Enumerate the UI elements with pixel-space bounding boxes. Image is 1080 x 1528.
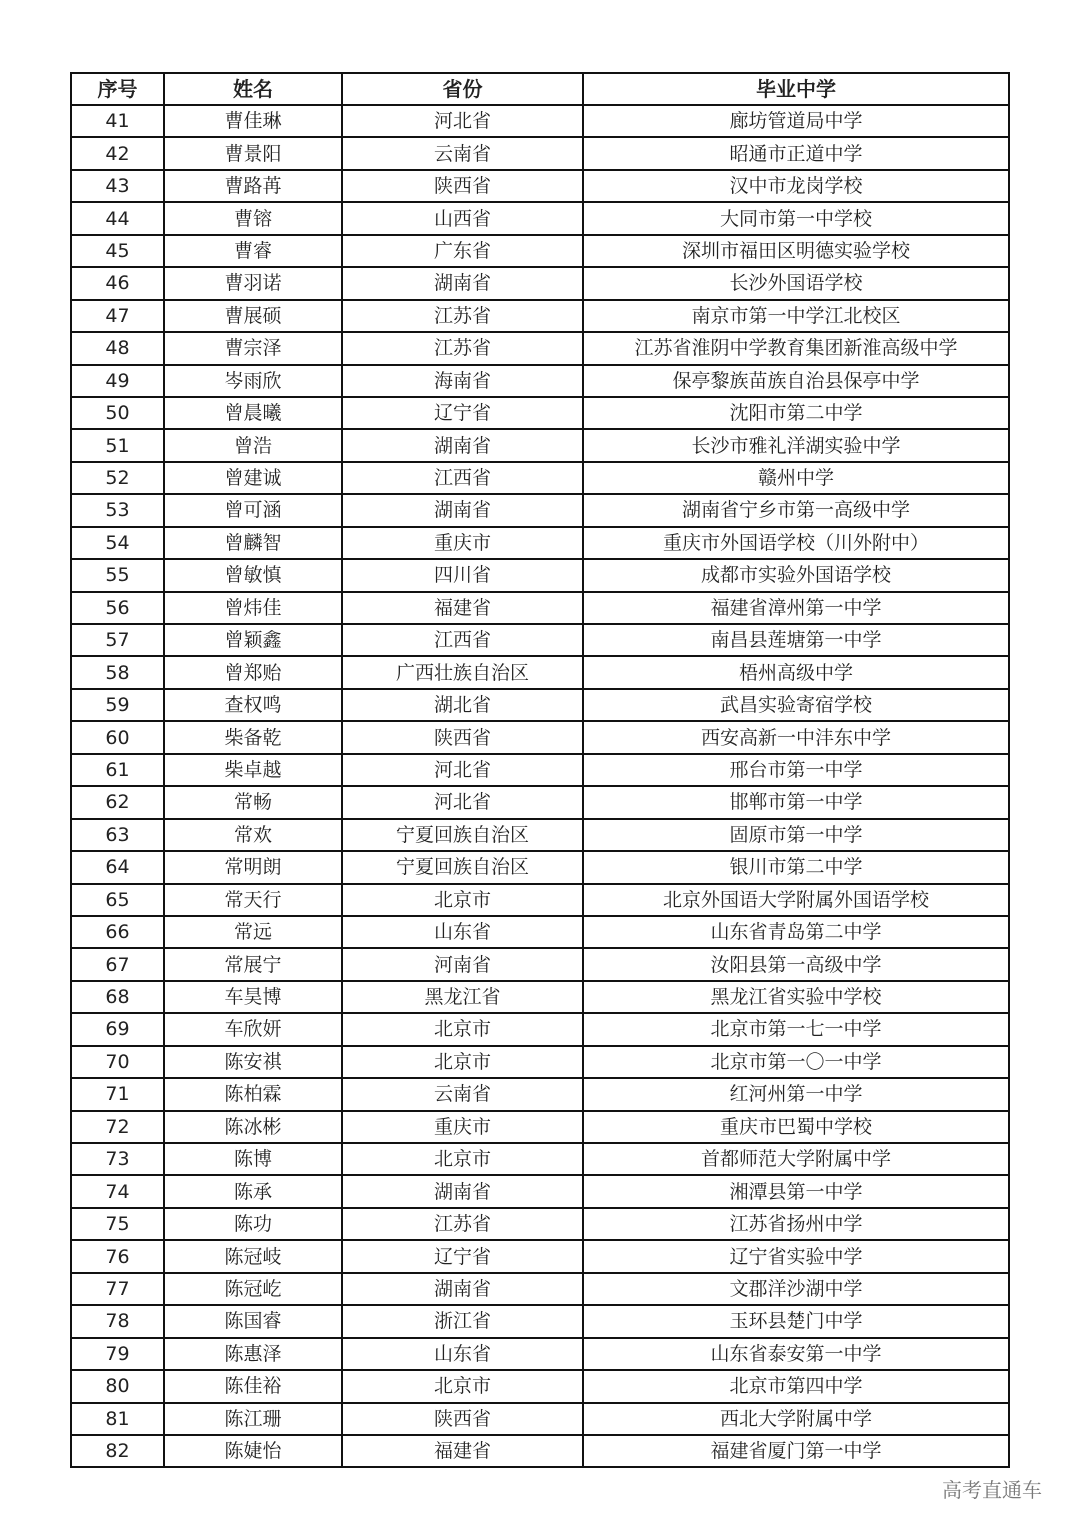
cell-name: 柴备乾 xyxy=(164,721,342,753)
cell-number: 46 xyxy=(71,267,164,299)
table-row xyxy=(71,429,1009,461)
table-row xyxy=(71,494,1009,526)
cell-number: 69 xyxy=(71,1013,164,1045)
table-row xyxy=(71,656,1009,688)
cell-name: 曾炜佳 xyxy=(164,592,342,624)
cell-school: 成都市实验外国语学校 xyxy=(583,559,1009,591)
cell-name: 陈佳裕 xyxy=(164,1370,342,1402)
cell-school: 大同市第一中学校 xyxy=(583,202,1009,234)
table-row xyxy=(71,137,1009,169)
table-row xyxy=(71,981,1009,1013)
header-province: 省份 xyxy=(342,73,583,105)
cell-school: 梧州高级中学 xyxy=(583,656,1009,688)
cell-province: 陕西省 xyxy=(342,721,583,753)
table-row xyxy=(71,1435,1009,1467)
table-row xyxy=(71,267,1009,299)
cell-province: 湖南省 xyxy=(342,1175,583,1207)
cell-school: 长沙外国语学校 xyxy=(583,267,1009,299)
cell-number: 76 xyxy=(71,1240,164,1272)
table-row xyxy=(71,916,1009,948)
cell-province: 海南省 xyxy=(342,365,583,397)
table-row xyxy=(71,592,1009,624)
cell-province: 云南省 xyxy=(342,1078,583,1110)
cell-school: 北京市第一〇一中学 xyxy=(583,1046,1009,1078)
table-row xyxy=(71,1305,1009,1337)
cell-school: 深圳市福田区明德实验学校 xyxy=(583,235,1009,267)
cell-name: 常远 xyxy=(164,916,342,948)
cell-province: 北京市 xyxy=(342,1143,583,1175)
cell-number: 79 xyxy=(71,1338,164,1370)
cell-school: 山东省青岛第二中学 xyxy=(583,916,1009,948)
cell-name: 曾建诚 xyxy=(164,462,342,494)
cell-number: 59 xyxy=(71,689,164,721)
cell-school: 福建省厦门第一中学 xyxy=(583,1435,1009,1467)
cell-number: 47 xyxy=(71,300,164,332)
table-row xyxy=(71,1240,1009,1272)
cell-name: 陈惠泽 xyxy=(164,1338,342,1370)
cell-school: 邯郸市第一中学 xyxy=(583,786,1009,818)
cell-school: 北京市第一七一中学 xyxy=(583,1013,1009,1045)
cell-number: 49 xyxy=(71,365,164,397)
cell-school: 文郡洋沙湖中学 xyxy=(583,1273,1009,1305)
cell-number: 48 xyxy=(71,332,164,364)
cell-school: 玉环县楚门中学 xyxy=(583,1305,1009,1337)
table-row xyxy=(71,754,1009,786)
cell-number: 57 xyxy=(71,624,164,656)
cell-number: 43 xyxy=(71,170,164,202)
cell-school: 南京市第一中学江北校区 xyxy=(583,300,1009,332)
table-row xyxy=(71,948,1009,980)
cell-school: 北京市第四中学 xyxy=(583,1370,1009,1402)
cell-number: 50 xyxy=(71,397,164,429)
table-row xyxy=(71,624,1009,656)
cell-province: 重庆市 xyxy=(342,527,583,559)
cell-province: 广西壮族自治区 xyxy=(342,656,583,688)
cell-number: 70 xyxy=(71,1046,164,1078)
table-body xyxy=(71,105,1009,1467)
cell-number: 42 xyxy=(71,137,164,169)
table-row xyxy=(71,300,1009,332)
cell-name: 陈江珊 xyxy=(164,1403,342,1435)
cell-name: 常欢 xyxy=(164,819,342,851)
graduates-table xyxy=(70,72,1010,1468)
cell-name: 查权鸣 xyxy=(164,689,342,721)
cell-province: 江西省 xyxy=(342,624,583,656)
cell-name: 曹路苒 xyxy=(164,170,342,202)
cell-province: 湖北省 xyxy=(342,689,583,721)
table-row xyxy=(71,527,1009,559)
cell-school: 银川市第二中学 xyxy=(583,851,1009,883)
cell-number: 71 xyxy=(71,1078,164,1110)
table-row xyxy=(71,786,1009,818)
cell-province: 北京市 xyxy=(342,1013,583,1045)
cell-name: 车欣妍 xyxy=(164,1013,342,1045)
table-row xyxy=(71,365,1009,397)
cell-province: 江苏省 xyxy=(342,300,583,332)
cell-province: 江西省 xyxy=(342,462,583,494)
table-row xyxy=(71,105,1009,137)
cell-province: 北京市 xyxy=(342,1370,583,1402)
cell-province: 广东省 xyxy=(342,235,583,267)
cell-name: 陈冠屹 xyxy=(164,1273,342,1305)
cell-school: 重庆市外国语学校（川外附中） xyxy=(583,527,1009,559)
cell-number: 80 xyxy=(71,1370,164,1402)
cell-number: 56 xyxy=(71,592,164,624)
cell-province: 陕西省 xyxy=(342,170,583,202)
cell-number: 72 xyxy=(71,1111,164,1143)
cell-name: 曾郑贻 xyxy=(164,656,342,688)
table-row xyxy=(71,170,1009,202)
cell-province: 山东省 xyxy=(342,916,583,948)
cell-name: 岑雨欣 xyxy=(164,365,342,397)
cell-province: 湖南省 xyxy=(342,1273,583,1305)
cell-number: 60 xyxy=(71,721,164,753)
cell-name: 曹景阳 xyxy=(164,137,342,169)
cell-number: 65 xyxy=(71,884,164,916)
cell-name: 陈功 xyxy=(164,1208,342,1240)
cell-school: 首都师范大学附属中学 xyxy=(583,1143,1009,1175)
cell-number: 55 xyxy=(71,559,164,591)
header-school: 毕业中学 xyxy=(583,73,1009,105)
table-row xyxy=(71,1370,1009,1402)
table-row xyxy=(71,559,1009,591)
cell-school: 辽宁省实验中学 xyxy=(583,1240,1009,1272)
cell-number: 61 xyxy=(71,754,164,786)
table-row xyxy=(71,1143,1009,1175)
cell-province: 辽宁省 xyxy=(342,1240,583,1272)
table-row xyxy=(71,1403,1009,1435)
cell-name: 曾颖鑫 xyxy=(164,624,342,656)
table-row xyxy=(71,1111,1009,1143)
cell-school: 昭通市正道中学 xyxy=(583,137,1009,169)
table-row xyxy=(71,884,1009,916)
cell-province: 河北省 xyxy=(342,105,583,137)
cell-school: 江苏省扬州中学 xyxy=(583,1208,1009,1240)
cell-number: 51 xyxy=(71,429,164,461)
header-name: 姓名 xyxy=(164,73,342,105)
cell-name: 曾麟智 xyxy=(164,527,342,559)
table-row xyxy=(71,1078,1009,1110)
table-row xyxy=(71,721,1009,753)
table-row xyxy=(71,332,1009,364)
table-header-row xyxy=(71,73,1009,105)
cell-province: 湖南省 xyxy=(342,494,583,526)
cell-number: 67 xyxy=(71,948,164,980)
table-row xyxy=(71,1273,1009,1305)
cell-province: 浙江省 xyxy=(342,1305,583,1337)
cell-school: 武昌实验寄宿学校 xyxy=(583,689,1009,721)
watermark: 高考直通车 xyxy=(942,1478,1042,1502)
cell-province: 湖南省 xyxy=(342,429,583,461)
cell-school: 固原市第一中学 xyxy=(583,819,1009,851)
cell-school: 西北大学附属中学 xyxy=(583,1403,1009,1435)
cell-school: 汝阳县第一高级中学 xyxy=(583,948,1009,980)
cell-number: 54 xyxy=(71,527,164,559)
cell-province: 河北省 xyxy=(342,754,583,786)
table-row xyxy=(71,1208,1009,1240)
cell-school: 西安高新一中沣东中学 xyxy=(583,721,1009,753)
cell-province: 福建省 xyxy=(342,592,583,624)
table-row xyxy=(71,851,1009,883)
cell-school: 湘潭县第一中学 xyxy=(583,1175,1009,1207)
cell-province: 四川省 xyxy=(342,559,583,591)
cell-school: 江苏省淮阴中学教育集团新淮高级中学 xyxy=(583,332,1009,364)
table-row xyxy=(71,1175,1009,1207)
cell-school: 赣州中学 xyxy=(583,462,1009,494)
table-row xyxy=(71,397,1009,429)
cell-province: 宁夏回族自治区 xyxy=(342,819,583,851)
cell-province: 湖南省 xyxy=(342,267,583,299)
cell-school: 保亭黎族苗族自治县保亭中学 xyxy=(583,365,1009,397)
cell-number: 53 xyxy=(71,494,164,526)
cell-school: 黑龙江省实验中学校 xyxy=(583,981,1009,1013)
header-number: 序号 xyxy=(71,73,164,105)
cell-school: 南昌县莲塘第一中学 xyxy=(583,624,1009,656)
cell-number: 66 xyxy=(71,916,164,948)
cell-number: 63 xyxy=(71,819,164,851)
cell-province: 山西省 xyxy=(342,202,583,234)
cell-name: 车昊博 xyxy=(164,981,342,1013)
cell-name: 陈柏霖 xyxy=(164,1078,342,1110)
cell-number: 73 xyxy=(71,1143,164,1175)
cell-name: 曹展硕 xyxy=(164,300,342,332)
cell-name: 曹宗泽 xyxy=(164,332,342,364)
cell-name: 常天行 xyxy=(164,884,342,916)
cell-province: 河南省 xyxy=(342,948,583,980)
cell-province: 福建省 xyxy=(342,1435,583,1467)
cell-number: 41 xyxy=(71,105,164,137)
cell-school: 北京外国语大学附属外国语学校 xyxy=(583,884,1009,916)
cell-school: 福建省漳州第一中学 xyxy=(583,592,1009,624)
cell-school: 长沙市雅礼洋湖实验中学 xyxy=(583,429,1009,461)
cell-province: 云南省 xyxy=(342,137,583,169)
cell-school: 汉中市龙岗学校 xyxy=(583,170,1009,202)
cell-name: 陈承 xyxy=(164,1175,342,1207)
cell-number: 68 xyxy=(71,981,164,1013)
table-row xyxy=(71,1013,1009,1045)
cell-name: 常畅 xyxy=(164,786,342,818)
cell-school: 湖南省宁乡市第一高级中学 xyxy=(583,494,1009,526)
cell-number: 62 xyxy=(71,786,164,818)
table-row xyxy=(71,689,1009,721)
cell-name: 陈国睿 xyxy=(164,1305,342,1337)
cell-name: 柴卓越 xyxy=(164,754,342,786)
cell-number: 45 xyxy=(71,235,164,267)
cell-number: 78 xyxy=(71,1305,164,1337)
table-row xyxy=(71,1046,1009,1078)
table-row xyxy=(71,819,1009,851)
cell-name: 陈安祺 xyxy=(164,1046,342,1078)
cell-name: 曹睿 xyxy=(164,235,342,267)
cell-school: 红河州第一中学 xyxy=(583,1078,1009,1110)
cell-name: 曾可涵 xyxy=(164,494,342,526)
cell-name: 陈博 xyxy=(164,1143,342,1175)
cell-province: 北京市 xyxy=(342,884,583,916)
cell-name: 曹羽诺 xyxy=(164,267,342,299)
cell-province: 宁夏回族自治区 xyxy=(342,851,583,883)
cell-name: 陈冠岐 xyxy=(164,1240,342,1272)
cell-name: 常明朗 xyxy=(164,851,342,883)
cell-province: 山东省 xyxy=(342,1338,583,1370)
cell-school: 邢台市第一中学 xyxy=(583,754,1009,786)
cell-province: 江苏省 xyxy=(342,332,583,364)
cell-name: 陈冰彬 xyxy=(164,1111,342,1143)
cell-name: 陈婕怡 xyxy=(164,1435,342,1467)
cell-school: 山东省泰安第一中学 xyxy=(583,1338,1009,1370)
cell-number: 77 xyxy=(71,1273,164,1305)
cell-number: 58 xyxy=(71,656,164,688)
cell-name: 曾敏慎 xyxy=(164,559,342,591)
cell-name: 常展宁 xyxy=(164,948,342,980)
cell-name: 曾晨曦 xyxy=(164,397,342,429)
table-row xyxy=(71,462,1009,494)
cell-number: 64 xyxy=(71,851,164,883)
cell-province: 北京市 xyxy=(342,1046,583,1078)
cell-school: 重庆市巴蜀中学校 xyxy=(583,1111,1009,1143)
table-row xyxy=(71,235,1009,267)
cell-number: 75 xyxy=(71,1208,164,1240)
cell-number: 81 xyxy=(71,1403,164,1435)
cell-number: 44 xyxy=(71,202,164,234)
table-row xyxy=(71,202,1009,234)
cell-province: 江苏省 xyxy=(342,1208,583,1240)
cell-school: 廊坊管道局中学 xyxy=(583,105,1009,137)
cell-school: 沈阳市第二中学 xyxy=(583,397,1009,429)
cell-province: 河北省 xyxy=(342,786,583,818)
cell-province: 黑龙江省 xyxy=(342,981,583,1013)
table-row xyxy=(71,1338,1009,1370)
cell-number: 52 xyxy=(71,462,164,494)
cell-name: 曹佳琳 xyxy=(164,105,342,137)
cell-number: 74 xyxy=(71,1175,164,1207)
cell-name: 曾浩 xyxy=(164,429,342,461)
cell-name: 曹镕 xyxy=(164,202,342,234)
cell-province: 陕西省 xyxy=(342,1403,583,1435)
cell-province: 辽宁省 xyxy=(342,397,583,429)
cell-province: 重庆市 xyxy=(342,1111,583,1143)
cell-number: 82 xyxy=(71,1435,164,1467)
